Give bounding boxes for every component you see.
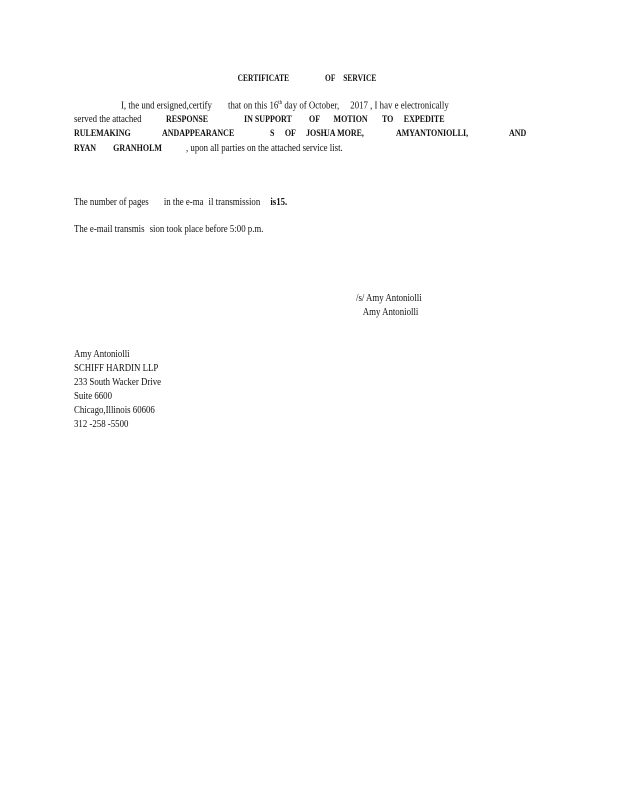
- body-text: served the attached: [74, 114, 142, 125]
- body-text: UA MORE,: [324, 129, 364, 139]
- title-word-service: SERVICE: [343, 74, 377, 84]
- time-line: [74, 224, 263, 235]
- body-text: day of October,: [284, 100, 340, 112]
- body-text: The e-mail transmis: [74, 224, 145, 235]
- body-text: OF MOTION: [309, 115, 368, 125]
- body-line-1: [121, 100, 449, 112]
- body-text: The number of pages: [74, 197, 149, 208]
- body-text: AND: [509, 129, 527, 139]
- pages-line: [74, 197, 287, 208]
- body-text: 2017 , I hav e electronically: [350, 100, 449, 112]
- body-text: RULEMAKING: [74, 129, 131, 139]
- address-firm: SCHIFF HARDIN LLP: [74, 363, 159, 374]
- body-text: , upon all parties on the attached service list.: [186, 143, 343, 154]
- body-text: I, the und ersigned,certify: [121, 100, 212, 112]
- body-text: S OF JOSH: [270, 129, 327, 139]
- signer-name: Amy Antoniolli: [362, 307, 419, 318]
- address-phone: 312 -258 -5500: [74, 419, 129, 430]
- body-text: in the e-ma: [163, 197, 204, 208]
- superscript: th: [278, 100, 283, 106]
- signature-block: [356, 292, 422, 320]
- address-name: Amy Antoniolli: [74, 349, 130, 360]
- address-block: [74, 348, 161, 432]
- address-street: 233 South Wacker Drive: [74, 377, 162, 388]
- body-text: that on this 16: [228, 100, 279, 112]
- body-text: TO EXPEDITE: [382, 115, 445, 125]
- title-word-certificate: CERTIFICATE: [237, 74, 290, 84]
- body-text: IN SUPPORT: [244, 115, 292, 125]
- body-text: ANDAPPEARANCE: [162, 129, 235, 139]
- page-count: is15.: [270, 197, 288, 208]
- body-text: sion took place before 5:00 p.m.: [149, 224, 264, 235]
- address-city: Chicago,Illinois 60606: [74, 405, 155, 416]
- address-suite: Suite 6600: [74, 391, 112, 402]
- body-text: RESPONSE: [166, 115, 209, 125]
- title-word-of: OF: [325, 74, 336, 84]
- signature-line: /s/ Amy Antoniolli: [356, 293, 422, 304]
- document-title: [66, 74, 548, 84]
- body-text: AMYANTONIOLLI,: [396, 129, 469, 139]
- body-text: il transmission: [208, 197, 261, 208]
- body-text: RYAN GRANHOLM: [74, 144, 162, 154]
